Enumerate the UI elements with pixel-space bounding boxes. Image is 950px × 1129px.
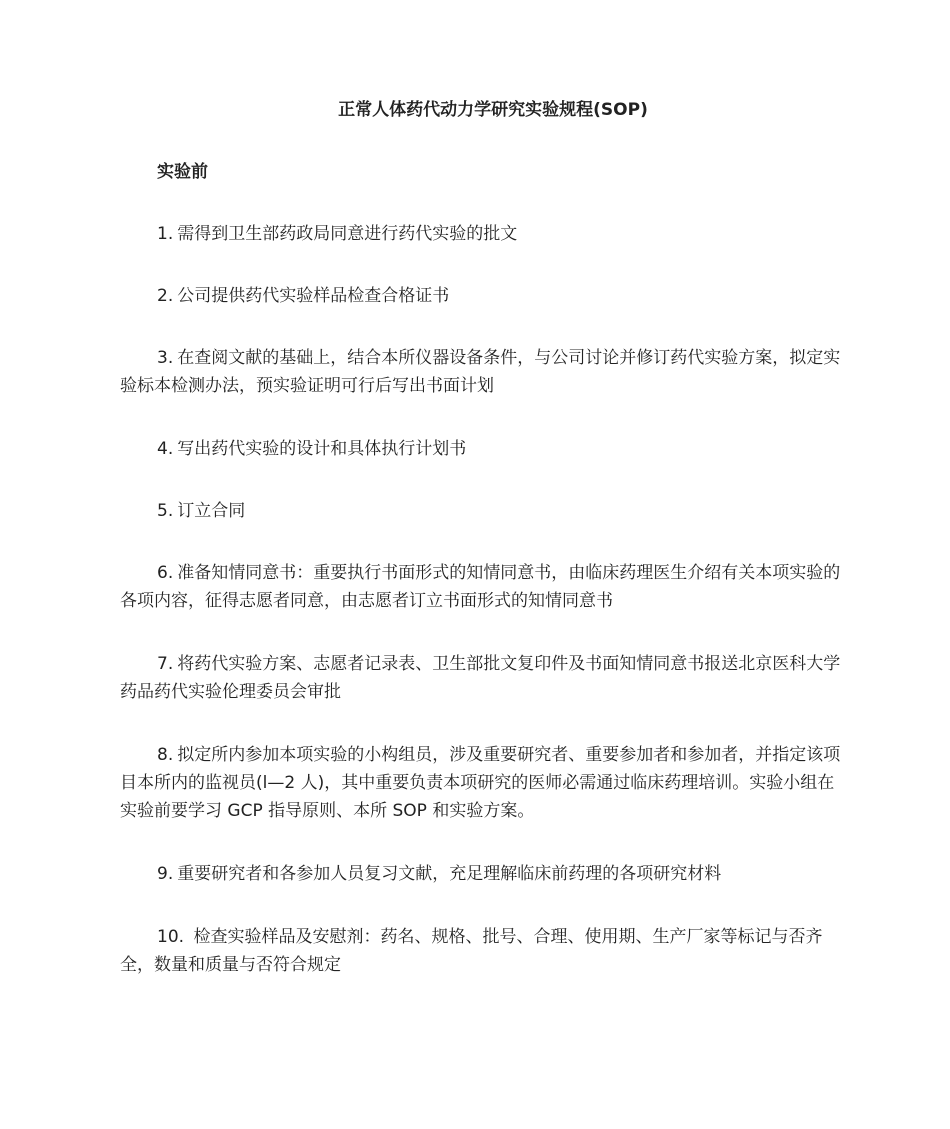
- item-text: 准备知情同意书：重要执行书面形式的知情同意书，由临床药理医生介绍有关本项实验的各项内容，征得志愿者同意，由志愿者订立书面形式的知情同意书: [120, 563, 841, 611]
- list-item: [120, 650, 846, 706]
- item-text: 订立合同: [177, 501, 246, 521]
- item-number: 7.: [157, 654, 174, 674]
- item-number: 5.: [157, 501, 174, 521]
- item-number: 10.: [157, 927, 185, 947]
- item-text: 检查实验样品及安慰剂：药名、规格、批号、合理、使用期、生产厂家等标记与否齐全，数量和质量与否符合规定: [120, 927, 823, 975]
- item-text: 拟定所内参加本项实验的小构组员，涉及重要研究者、重要参加者和参加者，并指定该项目本所内的监视员(l—2 人)，其中重要负责本项研究的医师必需通过临床药理培训。实验小组在实验前要学习 GCP 指导原则、本所 SOP 和实验方案。: [120, 745, 841, 821]
- item-number: 8.: [157, 745, 174, 765]
- list-item: [120, 435, 846, 463]
- list-item: [120, 497, 846, 525]
- list-item: [120, 923, 846, 979]
- list-item: [120, 860, 846, 888]
- item-number: 4.: [157, 439, 174, 459]
- item-number: 9.: [157, 864, 174, 884]
- item-number: 1.: [157, 224, 174, 244]
- list-item: [120, 741, 846, 825]
- document-title: 正常人体药代动力学研究实验规程(SOP): [338, 100, 648, 120]
- item-text: 公司提供药代实验样品检查合格证书: [177, 286, 450, 306]
- list-item: [120, 344, 846, 400]
- item-text: 需得到卫生部药政局同意进行药代实验的批文: [177, 224, 518, 244]
- section-heading: 实验前: [157, 162, 208, 182]
- list-item: [120, 559, 846, 615]
- list-item: [120, 282, 846, 310]
- item-text: 写出药代实验的设计和具体执行计划书: [177, 439, 467, 459]
- item-number: 3.: [157, 348, 174, 368]
- item-number: 6.: [157, 563, 174, 583]
- list-item: [120, 220, 846, 248]
- item-text: 在查阅文献的基础上，结合本所仪器设备条件，与公司讨论并修订药代实验方案，拟定实验标本检测办法，预实验证明可行后写出书面计划: [120, 348, 841, 396]
- item-text: 将药代实验方案、志愿者记录表、卫生部批文复印件及书面知情同意书报送北京医科大学药品药代实验伦理委员会审批: [120, 654, 841, 702]
- item-number: 2.: [157, 286, 174, 306]
- item-text: 重要研究者和各参加人员复习文献，充足理解临床前药理的各项研究材料: [177, 864, 722, 884]
